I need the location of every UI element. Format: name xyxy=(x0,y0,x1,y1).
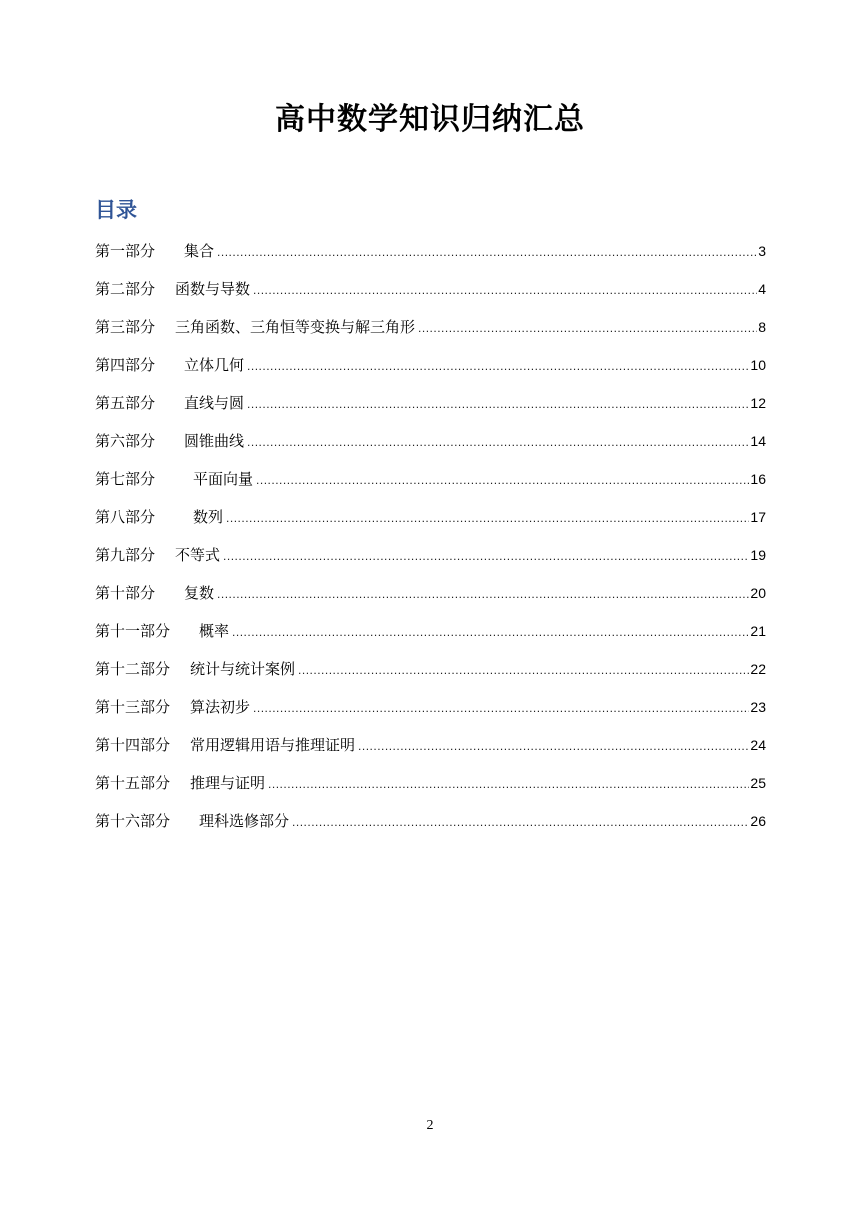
toc-entry[interactable] xyxy=(95,313,766,351)
toc-entry[interactable] xyxy=(95,579,766,617)
toc-entry-page: 23 xyxy=(750,699,766,715)
toc-entry[interactable] xyxy=(95,427,766,465)
document-title: 高中数学知识归纳汇总 xyxy=(275,102,585,137)
toc-dot-leader xyxy=(253,276,757,304)
toc-entry-title: 三角函数、三角恒等变换与解三角形 xyxy=(175,318,416,336)
toc-entry[interactable] xyxy=(95,389,766,427)
toc-entry-part: 第三部分 xyxy=(95,318,156,336)
toc-entry-page: 8 xyxy=(758,319,766,335)
toc-entry-title: 直线与圆 xyxy=(184,394,245,412)
toc-entry[interactable] xyxy=(95,465,766,503)
toc-dot-leader xyxy=(232,618,749,646)
toc-dot-leader xyxy=(268,770,749,798)
toc-entry-title: 理科选修部分 xyxy=(199,812,290,830)
toc-entry-page: 17 xyxy=(750,509,766,525)
toc-dot-leader xyxy=(247,428,749,456)
toc-entry-part: 第七部分 xyxy=(95,470,156,488)
toc-entry-part: 第二部分 xyxy=(95,280,156,298)
toc-entry-page: 22 xyxy=(750,661,766,677)
toc-entry-title: 统计与统计案例 xyxy=(190,660,296,678)
toc-dot-leader xyxy=(358,732,749,760)
toc-entry-page: 19 xyxy=(750,547,766,563)
toc-entry[interactable] xyxy=(95,731,766,769)
toc-entry-title: 不等式 xyxy=(175,546,221,564)
toc-entry-part: 第五部分 xyxy=(95,394,156,412)
toc-entry-title: 立体几何 xyxy=(184,356,245,374)
table-of-contents xyxy=(95,237,766,845)
toc-entry-title: 推理与证明 xyxy=(190,774,266,792)
toc-entry-part: 第六部分 xyxy=(95,432,156,450)
toc-entry-part: 第十部分 xyxy=(95,584,156,602)
toc-entry-title: 数列 xyxy=(193,508,224,526)
toc-entry-page: 24 xyxy=(750,737,766,753)
toc-entry-page: 21 xyxy=(750,623,766,639)
toc-entry[interactable] xyxy=(95,503,766,541)
toc-entry-title: 算法初步 xyxy=(190,698,251,716)
toc-entry-part: 第十六部分 xyxy=(95,812,171,830)
toc-entry[interactable] xyxy=(95,693,766,731)
toc-entry[interactable] xyxy=(95,275,766,313)
toc-entry[interactable] xyxy=(95,541,766,579)
toc-dot-leader xyxy=(256,466,749,494)
toc-entry[interactable] xyxy=(95,769,766,807)
toc-dot-leader xyxy=(217,580,749,608)
toc-entry[interactable] xyxy=(95,351,766,389)
toc-entry-title: 函数与导数 xyxy=(175,280,251,298)
toc-dot-leader xyxy=(223,542,749,570)
toc-entry-part: 第一部分 xyxy=(95,242,156,260)
toc-dot-leader xyxy=(226,504,749,532)
toc-entry-page: 20 xyxy=(750,585,766,601)
toc-entry-part: 第十四部分 xyxy=(95,736,171,754)
toc-entry[interactable] xyxy=(95,807,766,845)
toc-entry-part: 第十一部分 xyxy=(95,622,171,640)
toc-dot-leader xyxy=(217,238,757,266)
toc-entry[interactable] xyxy=(95,237,766,275)
toc-dot-leader xyxy=(292,808,749,836)
toc-dot-leader xyxy=(253,694,749,722)
page-number: 2 xyxy=(426,1118,434,1133)
toc-entry-page: 26 xyxy=(750,813,766,829)
toc-entry[interactable] xyxy=(95,655,766,693)
toc-entry[interactable] xyxy=(95,617,766,655)
toc-entry-title: 复数 xyxy=(184,584,215,602)
toc-dot-leader xyxy=(247,352,749,380)
toc-dot-leader xyxy=(418,314,757,342)
toc-entry-title: 圆锥曲线 xyxy=(184,432,245,450)
toc-entry-page: 4 xyxy=(758,281,766,297)
toc-entry-title: 常用逻辑用语与推理证明 xyxy=(190,736,356,754)
toc-entry-page: 10 xyxy=(750,357,766,373)
toc-entry-title: 概率 xyxy=(199,622,230,640)
toc-entry-page: 3 xyxy=(758,243,766,259)
toc-entry-title: 集合 xyxy=(184,242,215,260)
toc-entry-title: 平面向量 xyxy=(193,470,254,488)
toc-entry-part: 第九部分 xyxy=(95,546,156,564)
toc-entry-page: 16 xyxy=(750,471,766,487)
toc-heading: 目录 xyxy=(95,198,137,222)
toc-dot-leader xyxy=(298,656,749,684)
toc-entry-part: 第八部分 xyxy=(95,508,156,526)
toc-entry-page: 14 xyxy=(750,433,766,449)
toc-entry-page: 12 xyxy=(750,395,766,411)
toc-entry-part: 第四部分 xyxy=(95,356,156,374)
toc-dot-leader xyxy=(247,390,749,418)
toc-entry-page: 25 xyxy=(750,775,766,791)
toc-entry-part: 第十三部分 xyxy=(95,698,171,716)
toc-entry-part: 第十二部分 xyxy=(95,660,171,678)
toc-entry-part: 第十五部分 xyxy=(95,774,171,792)
